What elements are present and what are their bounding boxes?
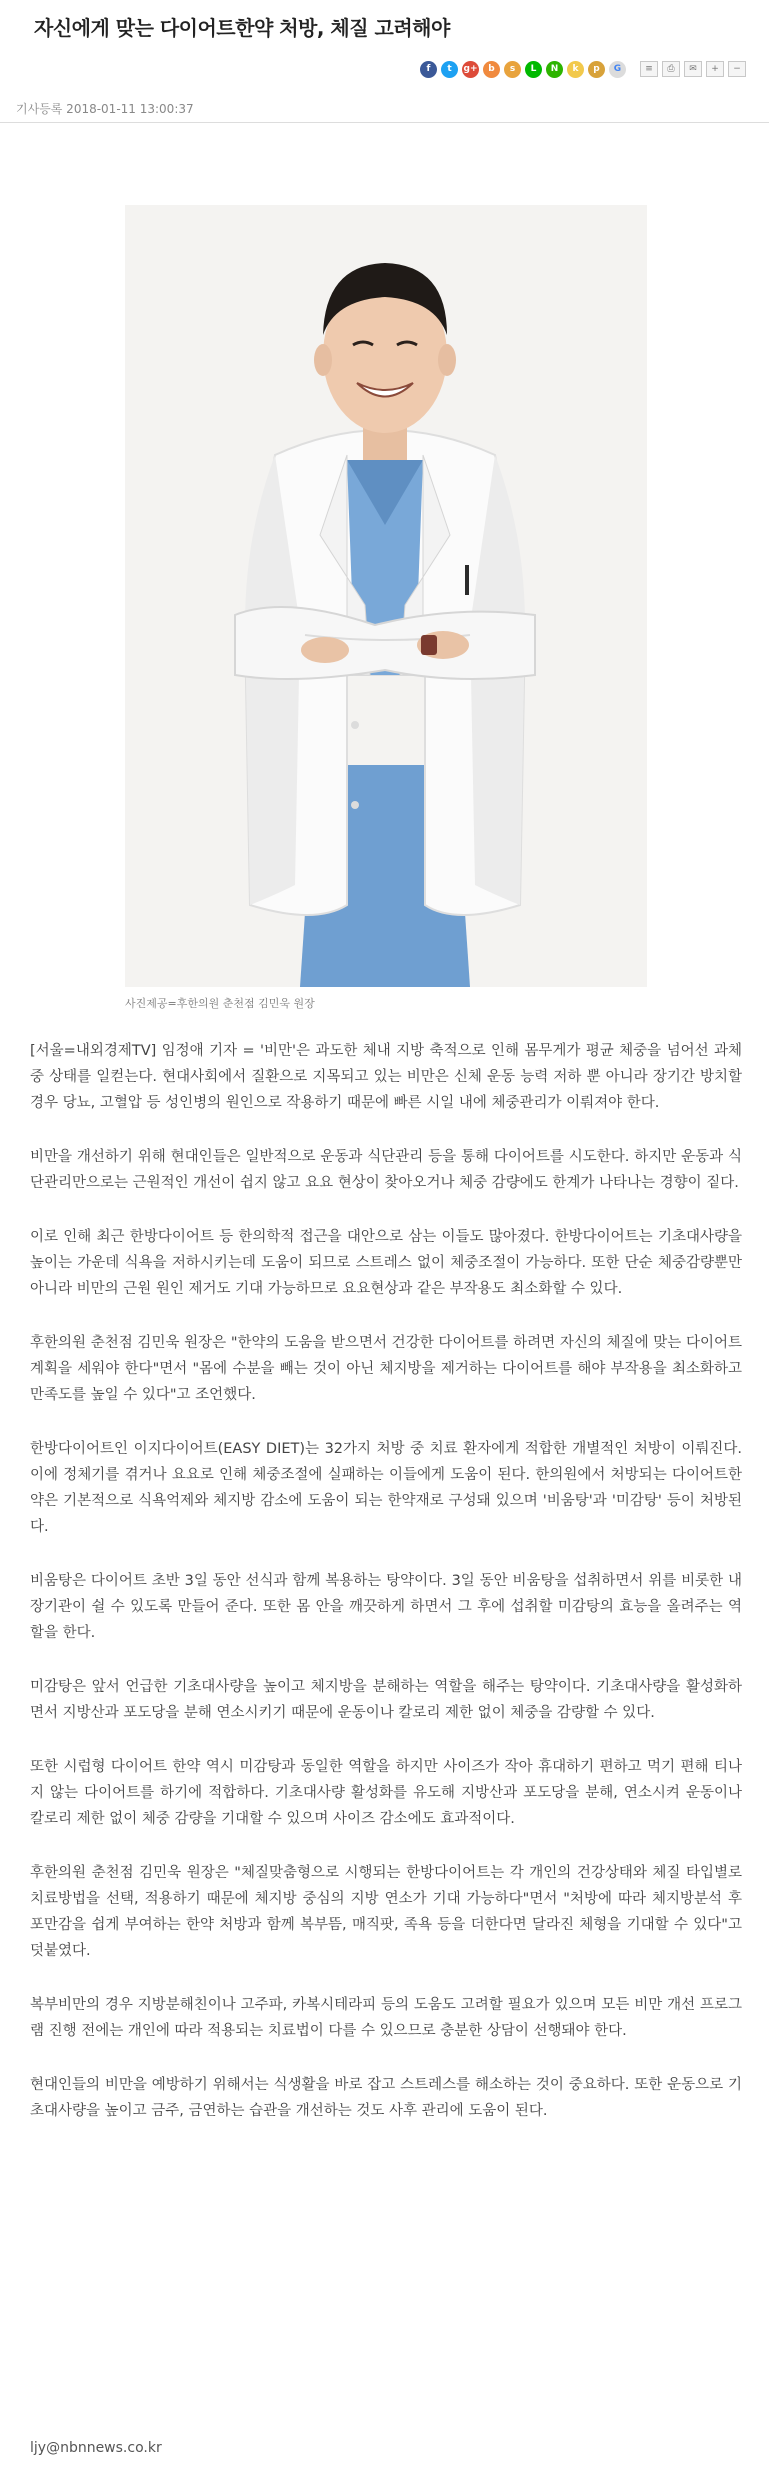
reporter-email[interactable]: ljy@nbnnews.co.kr: [30, 2440, 162, 2456]
article-header: [0, 0, 769, 84]
font-increase-icon[interactable]: +: [706, 61, 724, 77]
facebook-icon[interactable]: f: [420, 61, 437, 78]
line-icon[interactable]: L: [525, 61, 542, 78]
google-icon[interactable]: G: [609, 61, 626, 78]
twitter-icon[interactable]: t: [441, 61, 458, 78]
list-icon[interactable]: ≡: [640, 61, 658, 77]
paragraph: 현대인들의 비만을 예방하기 위해서는 식생활을 바로 잡고 스트레스를 해소하는 것이 중요하다. 또한 운동으로 기초대사량을 높이고 금주, 금연하는 습관을 개선하는 것도 사후 관리에 도움이 된다.: [30, 2077, 742, 2119]
kakaostory-icon[interactable]: s: [504, 61, 521, 78]
article-body: [30, 1038, 742, 2152]
paragraph: 후한의원 춘천점 김민욱 원장은 "체질맞춤형으로 시행되는 한방다이어트는 각 개인의 건강상태와 체질 타입별로 치료방법을 선택, 적용하기 때문에 체지방 중심의 지방 연소가 기대 가능하다"면서 "처방에 따라 체지방분석 후 포만감을 쉽게 부여하는 한약 처방과 함께 복부뜸, 매직팟, 족욕 등을 더한다면 달라진 체형을 기대할 수 있다"고 덧붙였다.: [30, 1865, 742, 1959]
pin-icon[interactable]: p: [588, 61, 605, 78]
naver-icon[interactable]: N: [546, 61, 563, 78]
article-title: 자신에게 맞는 다이어트한약 처방, 체질 고려해야: [34, 16, 450, 40]
kakaotalk-icon[interactable]: k: [567, 61, 584, 78]
paragraph: 후한의원 춘천점 김민욱 원장은 "한약의 도움을 받으면서 건강한 다이어트를 하려면 자신의 체질에 맞는 다이어트 계획을 세워야 한다"면서 "몸에 수분을 빼는 것이 아닌 체지방을 제거하는 다이어트를 해야 부작용을 최소화하고 만족도를 높일 수 있다"고 조언했다.: [30, 1335, 742, 1403]
paragraph: 비만을 개선하기 위해 현대인들은 일반적으로 운동과 식단관리 등을 통해 다이어트를 시도한다. 하지만 운동과 식단관리만으로는 근원적인 개선이 쉽지 않고 요요 현상이 찾아오거나 체중 감량에도 한계가 나타나는 경향이 짙다.: [30, 1149, 742, 1191]
band-icon[interactable]: b: [483, 61, 500, 78]
email-icon[interactable]: ✉: [684, 61, 702, 77]
photo-caption: 사진제공=후한의원 춘천점 김민욱 원장: [125, 997, 315, 1010]
google-plus-icon[interactable]: g+: [462, 61, 479, 78]
paragraph: 이로 인해 최근 한방다이어트 등 한의학적 접근을 대안으로 삼는 이들도 많아졌다. 한방다이어트는 기초대사량을 높이는 가운데 식욕을 저하시키는데 도움이 되므로 스트레스 없이 체중조절이 가능하다. 또한 단순 체중감량뿐만 아니라 비만의 근원 원인 제거도 기대 가능하므로 요요현상과 같은 부작용도 최소화할 수 있다.: [30, 1229, 742, 1297]
article-meta: 기사등록 2018-01-11 13:00:37: [16, 102, 194, 116]
divider: [0, 122, 769, 123]
paragraph: 미감탕은 앞서 언급한 기초대사량을 높이고 체지방을 분해하는 역할을 해주는 탕약이다. 기초대사량을 활성화하면서 지방산과 포도당을 분해 연소시키기 때문에 운동이나 칼로리 제한 없이 체중을 감량할 수 있다.: [30, 1679, 742, 1721]
doctor-portrait-image: [125, 205, 647, 987]
paragraph: 한방다이어트인 이지다이어트(EASY DIET)는 32가지 처방 중 치료 환자에게 적합한 개별적인 처방이 이뤄진다. 이에 정체기를 겪거나 요요로 인해 체중조절에 실패하는 이들에게 도움이 된다. 한의원에서 처방되는 다이어트한약은 기본적으로 식욕억제와 체지방 감소에 도움이 되는 한약재로 구성돼 있으며 '비움탕'과 '미감탕' 등이 처방된다.: [30, 1441, 742, 1535]
font-decrease-icon[interactable]: −: [728, 61, 746, 77]
paragraph: 복부비만의 경우 지방분해친이나 고주파, 카복시테라피 등의 도움도 고려할 필요가 있으며 모든 비만 개선 프로그램 진행 전에는 개인에 따라 적용되는 치료법이 다를 수 있으므로 충분한 상담이 선행돼야 한다.: [30, 1997, 742, 2039]
paragraph: 또한 시럽형 다이어트 한약 역시 미감탕과 동일한 역할을 하지만 사이즈가 작아 휴대하기 편하고 먹기 편해 티나지 않는 다이어트를 하기에 적합하다. 기초대사량 활성화를 유도해 지방산과 포도당을 분해, 연소시켜 운동이나 칼로리 제한 없이 체중 감량을 기대할 수 있으며 사이즈 감소에도 효과적이다.: [30, 1759, 742, 1827]
paragraph: [서울=내외경제TV] 임정애 기자 = '비만'은 과도한 체내 지방 축적으로 인해 몸무게가 평균 체중을 넘어선 과체중 상태를 일컫는다. 현대사회에서 질환으로 지목되고 있는 비만은 신체 운동 능력 저하 뿐 아니라 장기간 방치할 경우 당뇨, 고혈압 등 성인병의 원인으로 작용하기 때문에 빠른 시일 내에 체중관리가 이뤄져야 한다.: [30, 1043, 742, 1111]
print-icon[interactable]: ⎙: [662, 61, 680, 77]
paragraph: 비움탕은 다이어트 초반 3일 동안 선식과 함께 복용하는 탕약이다. 3일 동안 비움탕을 섭취하면서 위를 비롯한 내장기관이 쉴 수 있도록 만들어 준다. 또한 몸 안을 깨끗하게 하면서 그 후에 섭취할 미감탕의 효능을 올려주는 역할을 한다.: [30, 1573, 742, 1641]
article-photo: [125, 205, 647, 987]
share-toolbar: [420, 60, 746, 78]
